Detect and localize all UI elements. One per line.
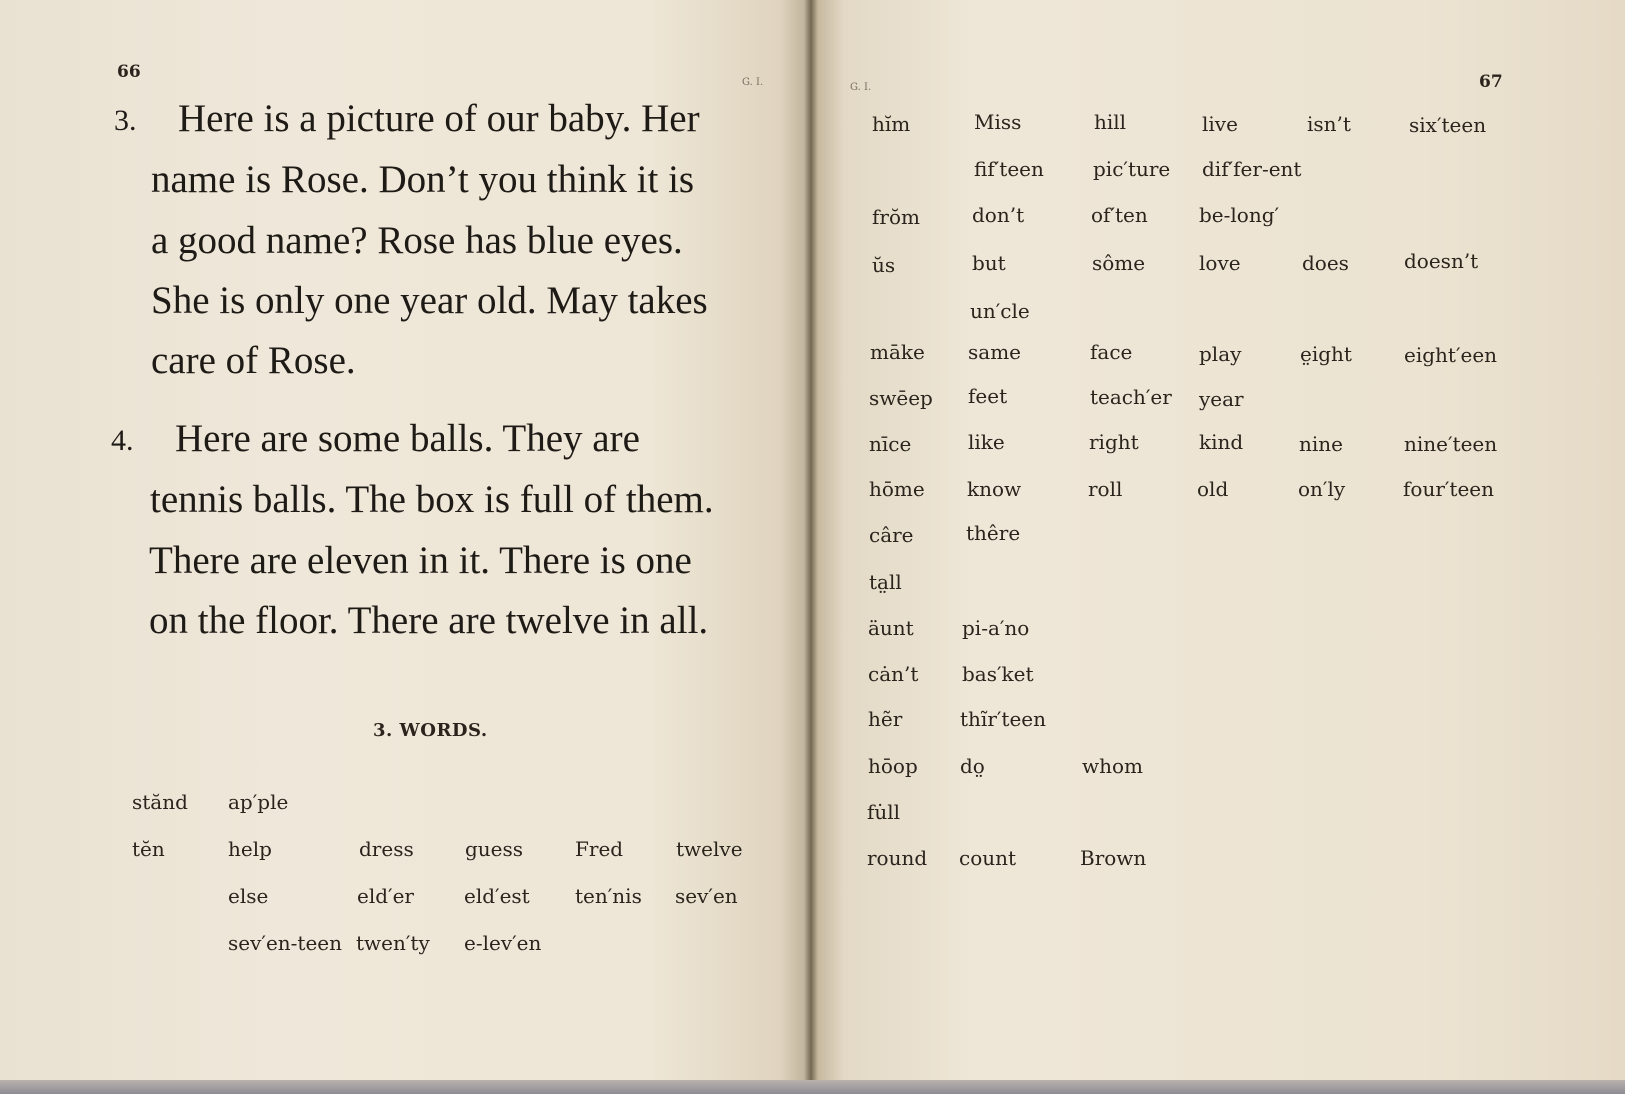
word-entry: whom	[1082, 754, 1144, 778]
paragraph-line: name is Rose. Don’t you think it is	[151, 158, 695, 201]
paragraph-line: a good name? Rose has blue eyes.	[151, 219, 683, 262]
word-entry: four′teen	[1403, 477, 1495, 501]
word-entry: dif′fer-ent	[1202, 157, 1302, 181]
word-entry: pic′ture	[1093, 157, 1171, 181]
left-page	[0, 0, 812, 1080]
word-entry: like	[968, 430, 1005, 454]
right-page	[812, 0, 1625, 1080]
word-entry: eight′een	[1404, 343, 1498, 367]
word-entry: sev′en-teen	[228, 931, 343, 955]
paragraph-line: She is only one year old. May takes	[151, 279, 708, 322]
word-entry: Miss	[974, 110, 1022, 134]
page-bottom-edge	[0, 1080, 1625, 1094]
word-entry: six′teen	[1409, 113, 1487, 137]
word-entry: cȧn’t	[868, 662, 919, 686]
word-entry: teach′er	[1090, 385, 1172, 409]
word-entry: māke	[870, 340, 925, 364]
word-entry: old	[1197, 477, 1229, 501]
word-entry: un′cle	[970, 299, 1030, 323]
word-entry: sev′en	[675, 884, 738, 908]
paragraph-line: tennis balls. The box is full of them.	[150, 478, 714, 521]
signature-mark-left: G. I.	[742, 77, 764, 88]
paragraph-number: 3.	[114, 104, 137, 137]
word-entry: count	[959, 846, 1017, 870]
word-entry: same	[968, 340, 1021, 364]
word-entry: roll	[1088, 477, 1123, 501]
word-entry: stănd	[132, 790, 188, 814]
word-entry: swēep	[869, 386, 933, 410]
word-entry: guess	[465, 837, 524, 861]
word-entry: ap′ple	[228, 790, 289, 814]
word-entry: do̤	[960, 754, 985, 778]
word-entry: e̤ight	[1300, 342, 1352, 366]
paragraph-line: Here is a picture of our baby. Her	[178, 97, 700, 140]
word-entry: hōme	[869, 477, 925, 501]
word-entry: nīce	[869, 432, 912, 456]
word-entry: on′ly	[1298, 477, 1346, 501]
word-entry: kind	[1199, 430, 1244, 454]
word-entry: tĕn	[132, 837, 165, 861]
word-entry: of′ten	[1091, 203, 1148, 227]
word-entry: eld′er	[357, 884, 414, 908]
word-entry: hill	[1094, 110, 1127, 134]
word-entry: thêre	[966, 521, 1021, 545]
word-entry: round	[867, 846, 928, 870]
word-entry: play	[1199, 342, 1242, 366]
word-entry: pi-a′no	[962, 616, 1030, 640]
word-entry: don’t	[972, 203, 1025, 227]
word-entry: Brown	[1080, 846, 1147, 870]
word-entry: face	[1090, 340, 1133, 364]
word-entry: be-long′	[1199, 203, 1280, 227]
paragraph-line: There are eleven in it. There is one	[149, 539, 692, 582]
word-entry: câre	[869, 523, 914, 547]
word-entry: right	[1089, 430, 1139, 454]
word-entry: frŏm	[872, 205, 920, 229]
word-entry: e-lev′en	[464, 931, 542, 955]
word-entry: hĭm	[872, 112, 911, 136]
word-entry: ta̤ll	[869, 570, 902, 594]
word-entry: twelve	[676, 837, 743, 861]
word-entry: isn’t	[1307, 112, 1351, 136]
word-entry: live	[1202, 112, 1238, 136]
word-entry: does	[1302, 251, 1349, 275]
paragraph-line: care of Rose.	[151, 339, 356, 382]
word-entry: but	[972, 251, 1006, 275]
word-entry: feet	[968, 384, 1008, 408]
word-entry: help	[228, 837, 272, 861]
word-entry: else	[228, 884, 269, 908]
paragraph-line: Here are some balls. They are	[175, 417, 640, 460]
word-entry: fu̇ll	[867, 800, 901, 824]
book-gutter	[804, 0, 818, 1080]
paragraph-number: 4.	[111, 424, 134, 457]
word-entry: fif′teen	[974, 157, 1044, 181]
word-entry: sôme	[1092, 251, 1146, 275]
word-entry: doesn’t	[1404, 249, 1479, 273]
page-number-left: 66	[117, 62, 141, 82]
word-entry: nine′teen	[1404, 432, 1498, 456]
word-entry: year	[1199, 387, 1244, 411]
word-entry: äunt	[868, 616, 914, 640]
word-entry: ŭs	[872, 253, 896, 277]
word-entry: ten′nis	[575, 884, 642, 908]
word-entry: eld′est	[464, 884, 530, 908]
word-entry: bas′ket	[962, 662, 1034, 686]
word-entry: hōop	[868, 754, 918, 778]
word-entry: thĩr′teen	[960, 707, 1047, 731]
page-number-right: 67	[1479, 72, 1503, 92]
paragraph-line: on the floor. There are twelve in all.	[149, 599, 709, 642]
word-entry: nine	[1299, 432, 1343, 456]
word-entry: hẽr	[868, 707, 903, 731]
word-entry: know	[967, 477, 1022, 501]
word-entry: love	[1199, 251, 1241, 275]
word-entry: Fred	[575, 837, 624, 861]
word-entry: twen′ty	[356, 931, 430, 955]
words-heading: 3. WORDS.	[373, 720, 488, 741]
signature-mark-right: G. I.	[850, 82, 872, 93]
word-entry: dress	[359, 837, 414, 861]
